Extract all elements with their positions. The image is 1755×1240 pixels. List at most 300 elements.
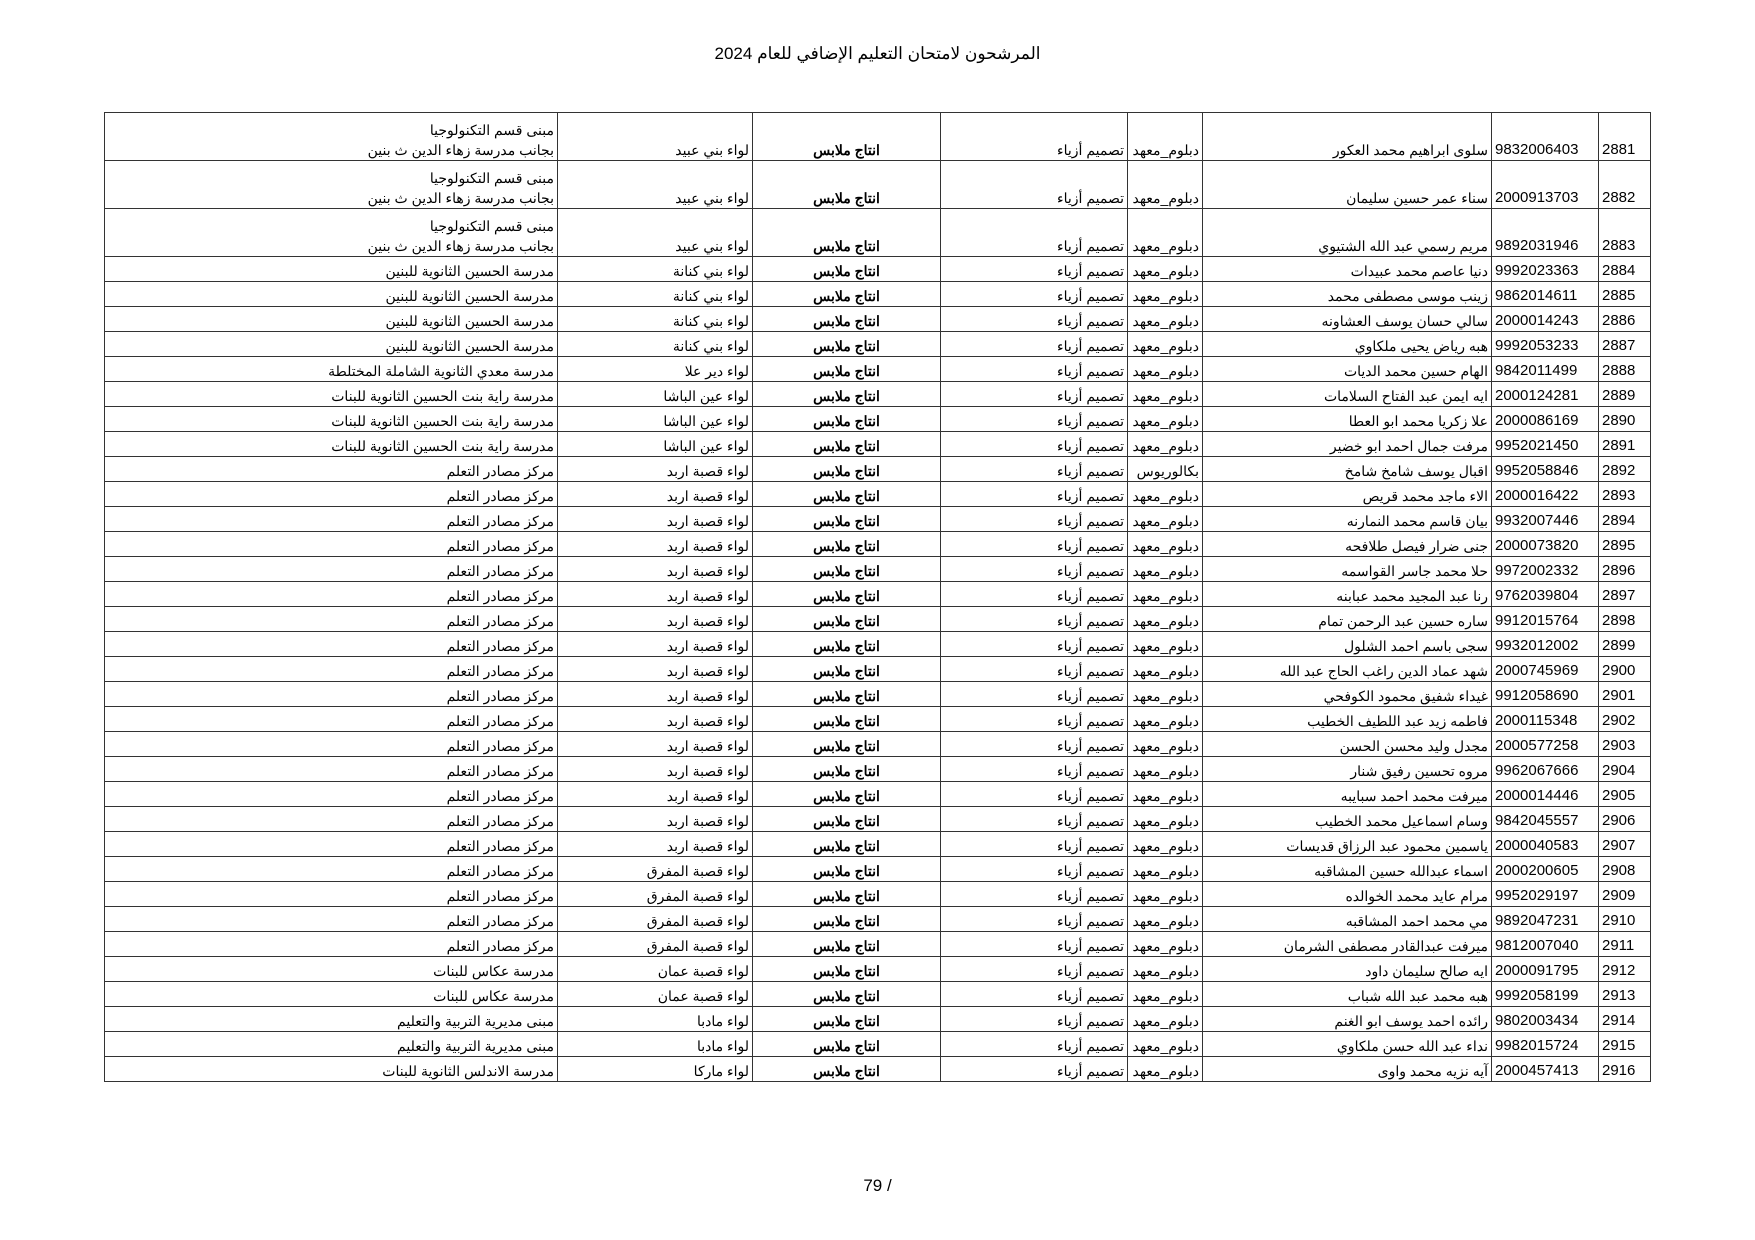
degree-cell: دبلوم_معهد xyxy=(1128,632,1203,657)
degree-cell: دبلوم_معهد xyxy=(1128,257,1203,282)
table-row xyxy=(105,457,1651,482)
name-cell: ايه صالح سليمان داود xyxy=(1203,957,1492,982)
table-row xyxy=(105,882,1651,907)
major-cell: تصميم أزياء xyxy=(941,482,1128,507)
table-row xyxy=(105,1057,1651,1082)
major-cell: تصميم أزياء xyxy=(941,432,1128,457)
seq-cell: 2884 xyxy=(1599,257,1651,282)
national-id-cell: 9842045557 xyxy=(1492,807,1599,832)
name-cell: دنيا عاصم محمد عبيدات xyxy=(1203,257,1492,282)
specialty-cell: انتاج ملابس xyxy=(753,209,941,257)
name-cell: سلوى ابراهيم محمد العكور xyxy=(1203,113,1492,161)
degree-cell: دبلوم_معهد xyxy=(1128,832,1203,857)
specialty-cell: انتاج ملابس xyxy=(753,582,941,607)
exam-center-cell: مبنى مديرية التربية والتعليم xyxy=(105,1007,558,1032)
major-cell: تصميم أزياء xyxy=(941,357,1128,382)
major-cell: تصميم أزياء xyxy=(941,1057,1128,1082)
district-cell: لواء عين الباشا xyxy=(558,382,753,407)
major-cell: تصميم أزياء xyxy=(941,209,1128,257)
major-cell: تصميم أزياء xyxy=(941,982,1128,1007)
major-cell: تصميم أزياء xyxy=(941,332,1128,357)
table-row xyxy=(105,782,1651,807)
exam-center-cell: مركز مصادر التعلم xyxy=(105,757,558,782)
specialty-cell: انتاج ملابس xyxy=(753,957,941,982)
national-id-cell: 2000124281 xyxy=(1492,382,1599,407)
exam-center-cell: مركز مصادر التعلم xyxy=(105,457,558,482)
exam-center-cell: مدرسة راية بنت الحسين الثانوية للبنات xyxy=(105,382,558,407)
name-cell: هبه رياض يحيى ملكاوي xyxy=(1203,332,1492,357)
national-id-cell: 9812007040 xyxy=(1492,932,1599,957)
specialty-cell: انتاج ملابس xyxy=(753,782,941,807)
degree-cell: دبلوم_معهد xyxy=(1128,382,1203,407)
degree-cell: دبلوم_معهد xyxy=(1128,757,1203,782)
exam-center-cell: مبنى مديرية التربية والتعليم xyxy=(105,1032,558,1057)
degree-cell: دبلوم_معهد xyxy=(1128,732,1203,757)
specialty-cell: انتاج ملابس xyxy=(753,907,941,932)
table-row xyxy=(105,682,1651,707)
national-id-cell: 9952021450 xyxy=(1492,432,1599,457)
seq-cell: 2898 xyxy=(1599,607,1651,632)
degree-cell: دبلوم_معهد xyxy=(1128,307,1203,332)
major-cell: تصميم أزياء xyxy=(941,282,1128,307)
exam-center-cell: مركز مصادر التعلم xyxy=(105,657,558,682)
major-cell: تصميم أزياء xyxy=(941,113,1128,161)
major-cell: تصميم أزياء xyxy=(941,1007,1128,1032)
seq-cell: 2889 xyxy=(1599,382,1651,407)
district-cell: لواء بني عبيد xyxy=(558,209,753,257)
national-id-cell: 9982015724 xyxy=(1492,1032,1599,1057)
table-row xyxy=(105,807,1651,832)
degree-cell: دبلوم_معهد xyxy=(1128,209,1203,257)
major-cell: تصميم أزياء xyxy=(941,257,1128,282)
specialty-cell: انتاج ملابس xyxy=(753,357,941,382)
exam-center-cell: مدرسة الحسين الثانوية للبنين xyxy=(105,332,558,357)
national-id-cell: 9912058690 xyxy=(1492,682,1599,707)
degree-cell: دبلوم_معهد xyxy=(1128,932,1203,957)
name-cell: مي محمد احمد المشاقبه xyxy=(1203,907,1492,932)
national-id-cell: 9892047231 xyxy=(1492,907,1599,932)
degree-cell: دبلوم_معهد xyxy=(1128,882,1203,907)
specialty-cell: انتاج ملابس xyxy=(753,1032,941,1057)
degree-cell: دبلوم_معهد xyxy=(1128,357,1203,382)
exam-center-cell: مدرسة الحسين الثانوية للبنين xyxy=(105,282,558,307)
table-row xyxy=(105,282,1651,307)
major-cell: تصميم أزياء xyxy=(941,507,1128,532)
exam-center-cell: مبنى قسم التكنولوجيا بجانب مدرسة زهاء الدين ث بنين xyxy=(105,161,558,209)
name-cell: ساره حسين عبد الرحمن تمام xyxy=(1203,607,1492,632)
national-id-cell: 2000014243 xyxy=(1492,307,1599,332)
exam-center-cell: مركز مصادر التعلم xyxy=(105,732,558,757)
district-cell: لواء قصبة اربد xyxy=(558,532,753,557)
name-cell: علا زكريا محمد ابو العطا xyxy=(1203,407,1492,432)
table-row xyxy=(105,257,1651,282)
name-cell: شهد عماد الدين راغب الحاج عبد الله xyxy=(1203,657,1492,682)
major-cell: تصميم أزياء xyxy=(941,307,1128,332)
specialty-cell: انتاج ملابس xyxy=(753,161,941,209)
degree-cell: دبلوم_معهد xyxy=(1128,682,1203,707)
seq-cell: 2885 xyxy=(1599,282,1651,307)
district-cell: لواء ماركا xyxy=(558,1057,753,1082)
name-cell: مروه تحسين رفيق شنار xyxy=(1203,757,1492,782)
exam-center-cell: مركز مصادر التعلم xyxy=(105,482,558,507)
seq-cell: 2909 xyxy=(1599,882,1651,907)
table-row xyxy=(105,632,1651,657)
major-cell: تصميم أزياء xyxy=(941,657,1128,682)
national-id-cell: 9932012002 xyxy=(1492,632,1599,657)
exam-center-cell: مدرسة الحسين الثانوية للبنين xyxy=(105,257,558,282)
specialty-cell: انتاج ملابس xyxy=(753,532,941,557)
name-cell: وسام اسماعيل محمد الخطيب xyxy=(1203,807,1492,832)
table-row xyxy=(105,307,1651,332)
district-cell: لواء قصبة اربد xyxy=(558,657,753,682)
seq-cell: 2888 xyxy=(1599,357,1651,382)
seq-cell: 2890 xyxy=(1599,407,1651,432)
major-cell: تصميم أزياء xyxy=(941,1032,1128,1057)
name-cell: مريم رسمي عبد الله الشتيوي xyxy=(1203,209,1492,257)
degree-cell: دبلوم_معهد xyxy=(1128,532,1203,557)
exam-center-cell: مدرسة الحسين الثانوية للبنين xyxy=(105,307,558,332)
table-row xyxy=(105,857,1651,882)
table-row xyxy=(105,907,1651,932)
district-cell: لواء قصبة اربد xyxy=(558,682,753,707)
exam-center-cell: مركز مصادر التعلم xyxy=(105,532,558,557)
name-cell: سجى باسم احمد الشلول xyxy=(1203,632,1492,657)
name-cell: سالي حسان يوسف العشاونه xyxy=(1203,307,1492,332)
seq-cell: 2907 xyxy=(1599,832,1651,857)
major-cell: تصميم أزياء xyxy=(941,161,1128,209)
name-cell: هبه محمد عبد الله شباب xyxy=(1203,982,1492,1007)
degree-cell: بكالوريوس xyxy=(1128,457,1203,482)
national-id-cell: 9992053233 xyxy=(1492,332,1599,357)
national-id-cell: 2000745969 xyxy=(1492,657,1599,682)
seq-cell: 2901 xyxy=(1599,682,1651,707)
name-cell: رائده احمد يوسف ابو الغنم xyxy=(1203,1007,1492,1032)
table-row xyxy=(105,1032,1651,1057)
district-cell: لواء قصبة اربد xyxy=(558,507,753,532)
national-id-cell: 2000040583 xyxy=(1492,832,1599,857)
specialty-cell: انتاج ملابس xyxy=(753,657,941,682)
degree-cell: دبلوم_معهد xyxy=(1128,282,1203,307)
candidates-table xyxy=(104,112,1651,1082)
name-cell: الاء ماجد محمد قريص xyxy=(1203,482,1492,507)
degree-cell: دبلوم_معهد xyxy=(1128,407,1203,432)
table-row xyxy=(105,757,1651,782)
district-cell: لواء قصبة المفرق xyxy=(558,907,753,932)
degree-cell: دبلوم_معهد xyxy=(1128,582,1203,607)
name-cell: بيان قاسم محمد النمارنه xyxy=(1203,507,1492,532)
district-cell: لواء مادبا xyxy=(558,1007,753,1032)
district-cell: لواء قصبة اربد xyxy=(558,757,753,782)
district-cell: لواء قصبة عمان xyxy=(558,982,753,1007)
exam-center-cell: مدرسة راية بنت الحسين الثانوية للبنات xyxy=(105,407,558,432)
name-cell: ياسمين محمود عبد الرزاق قديسات xyxy=(1203,832,1492,857)
specialty-cell: انتاج ملابس xyxy=(753,882,941,907)
specialty-cell: انتاج ملابس xyxy=(753,632,941,657)
seq-cell: 2894 xyxy=(1599,507,1651,532)
exam-center-cell: مدرسة عكاس للبنات xyxy=(105,957,558,982)
degree-cell: دبلوم_معهد xyxy=(1128,707,1203,732)
seq-cell: 2883 xyxy=(1599,209,1651,257)
table-body xyxy=(105,113,1651,1082)
district-cell: لواء قصبة اربد xyxy=(558,707,753,732)
national-id-cell: 9862014611 xyxy=(1492,282,1599,307)
table-row xyxy=(105,407,1651,432)
major-cell: تصميم أزياء xyxy=(941,407,1128,432)
national-id-cell: 9802003434 xyxy=(1492,1007,1599,1032)
major-cell: تصميم أزياء xyxy=(941,382,1128,407)
table-row xyxy=(105,607,1651,632)
seq-cell: 2903 xyxy=(1599,732,1651,757)
table-row xyxy=(105,507,1651,532)
degree-cell: دبلوم_معهد xyxy=(1128,332,1203,357)
major-cell: تصميم أزياء xyxy=(941,782,1128,807)
specialty-cell: انتاج ملابس xyxy=(753,832,941,857)
table-row xyxy=(105,532,1651,557)
table-row xyxy=(105,982,1651,1007)
national-id-cell: 2000091795 xyxy=(1492,957,1599,982)
district-cell: لواء قصبة اربد xyxy=(558,482,753,507)
district-cell: لواء قصبة اربد xyxy=(558,582,753,607)
exam-center-cell: مبنى قسم التكنولوجيا بجانب مدرسة زهاء الدين ث بنين xyxy=(105,113,558,161)
national-id-cell: 2000086169 xyxy=(1492,407,1599,432)
table-row xyxy=(105,657,1651,682)
national-id-cell: 9952029197 xyxy=(1492,882,1599,907)
specialty-cell: انتاج ملابس xyxy=(753,682,941,707)
seq-cell: 2886 xyxy=(1599,307,1651,332)
seq-cell: 2915 xyxy=(1599,1032,1651,1057)
seq-cell: 2911 xyxy=(1599,932,1651,957)
name-cell: نداء عبد الله حسن ملكاوي xyxy=(1203,1032,1492,1057)
seq-cell: 2916 xyxy=(1599,1057,1651,1082)
seq-cell: 2906 xyxy=(1599,807,1651,832)
specialty-cell: انتاج ملابس xyxy=(753,457,941,482)
exam-center-cell: مركز مصادر التعلم xyxy=(105,932,558,957)
degree-cell: دبلوم_معهد xyxy=(1128,557,1203,582)
degree-cell: دبلوم_معهد xyxy=(1128,607,1203,632)
seq-cell: 2881 xyxy=(1599,113,1651,161)
district-cell: لواء قصبة عمان xyxy=(558,957,753,982)
district-cell: لواء قصبة اربد xyxy=(558,632,753,657)
seq-cell: 2891 xyxy=(1599,432,1651,457)
exam-center-cell: مركز مصادر التعلم xyxy=(105,832,558,857)
specialty-cell: انتاج ملابس xyxy=(753,332,941,357)
exam-center-cell: مدرسة عكاس للبنات xyxy=(105,982,558,1007)
district-cell: لواء عين الباشا xyxy=(558,407,753,432)
exam-center-cell: مدرسة معدي الثانوية الشاملة المختلطة xyxy=(105,357,558,382)
district-cell: لواء بني كنانة xyxy=(558,257,753,282)
major-cell: تصميم أزياء xyxy=(941,857,1128,882)
major-cell: تصميم أزياء xyxy=(941,957,1128,982)
specialty-cell: انتاج ملابس xyxy=(753,557,941,582)
degree-cell: دبلوم_معهد xyxy=(1128,161,1203,209)
name-cell: سناء عمر حسين سليمان xyxy=(1203,161,1492,209)
district-cell: لواء بني كنانة xyxy=(558,332,753,357)
national-id-cell: 2000014446 xyxy=(1492,782,1599,807)
district-cell: لواء قصبة اربد xyxy=(558,607,753,632)
major-cell: تصميم أزياء xyxy=(941,632,1128,657)
national-id-cell: 2000457413 xyxy=(1492,1057,1599,1082)
specialty-cell: انتاج ملابس xyxy=(753,757,941,782)
national-id-cell: 9962067666 xyxy=(1492,757,1599,782)
district-cell: لواء عين الباشا xyxy=(558,432,753,457)
seq-cell: 2897 xyxy=(1599,582,1651,607)
degree-cell: دبلوم_معهد xyxy=(1128,1032,1203,1057)
major-cell: تصميم أزياء xyxy=(941,607,1128,632)
degree-cell: دبلوم_معهد xyxy=(1128,657,1203,682)
degree-cell: دبلوم_معهد xyxy=(1128,432,1203,457)
name-cell: مرفت جمال احمد ابو خضير xyxy=(1203,432,1492,457)
name-cell: جنى ضرار فيصل طلافحه xyxy=(1203,532,1492,557)
name-cell: آيه نزيه محمد واوى xyxy=(1203,1057,1492,1082)
district-cell: لواء قصبة المفرق xyxy=(558,882,753,907)
seq-cell: 2899 xyxy=(1599,632,1651,657)
national-id-cell: 9992058199 xyxy=(1492,982,1599,1007)
seq-cell: 2896 xyxy=(1599,557,1651,582)
national-id-cell: 2000913703 xyxy=(1492,161,1599,209)
national-id-cell: 9842011499 xyxy=(1492,357,1599,382)
district-cell: لواء بني عبيد xyxy=(558,113,753,161)
degree-cell: دبلوم_معهد xyxy=(1128,857,1203,882)
seq-cell: 2892 xyxy=(1599,457,1651,482)
table-row xyxy=(105,382,1651,407)
name-cell: رنا عبد المجيد محمد عبابنه xyxy=(1203,582,1492,607)
degree-cell: دبلوم_معهد xyxy=(1128,807,1203,832)
name-cell: حلا محمد جاسر القواسمه xyxy=(1203,557,1492,582)
name-cell: ايه ايمن عبد الفتاح السلامات xyxy=(1203,382,1492,407)
name-cell: ميرفت محمد احمد سبايبه xyxy=(1203,782,1492,807)
specialty-cell: انتاج ملابس xyxy=(753,1007,941,1032)
district-cell: لواء قصبة اربد xyxy=(558,732,753,757)
exam-center-cell: مركز مصادر التعلم xyxy=(105,807,558,832)
table-row xyxy=(105,209,1651,257)
name-cell: الهام حسين محمد الديات xyxy=(1203,357,1492,382)
table-row xyxy=(105,482,1651,507)
seq-cell: 2887 xyxy=(1599,332,1651,357)
page-number: 79 / xyxy=(863,1176,892,1195)
national-id-cell: 9832006403 xyxy=(1492,113,1599,161)
seq-cell: 2904 xyxy=(1599,757,1651,782)
exam-center-cell: مركز مصادر التعلم xyxy=(105,582,558,607)
table-row xyxy=(105,113,1651,161)
degree-cell: دبلوم_معهد xyxy=(1128,957,1203,982)
specialty-cell: انتاج ملابس xyxy=(753,307,941,332)
national-id-cell: 9952058846 xyxy=(1492,457,1599,482)
table-row xyxy=(105,357,1651,382)
specialty-cell: انتاج ملابس xyxy=(753,707,941,732)
degree-cell: دبلوم_معهد xyxy=(1128,113,1203,161)
name-cell: فاطمه زيد عبد اللطيف الخطيب xyxy=(1203,707,1492,732)
exam-center-cell: مركز مصادر التعلم xyxy=(105,857,558,882)
specialty-cell: انتاج ملابس xyxy=(753,282,941,307)
table-row xyxy=(105,432,1651,457)
table-row xyxy=(105,732,1651,757)
major-cell: تصميم أزياء xyxy=(941,582,1128,607)
major-cell: تصميم أزياء xyxy=(941,907,1128,932)
seq-cell: 2905 xyxy=(1599,782,1651,807)
specialty-cell: انتاج ملابس xyxy=(753,407,941,432)
name-cell: غيداء شفيق محمود الكوفحي xyxy=(1203,682,1492,707)
specialty-cell: انتاج ملابس xyxy=(753,607,941,632)
major-cell: تصميم أزياء xyxy=(941,457,1128,482)
district-cell: لواء بني عبيد xyxy=(558,161,753,209)
seq-cell: 2910 xyxy=(1599,907,1651,932)
national-id-cell: 9762039804 xyxy=(1492,582,1599,607)
degree-cell: دبلوم_معهد xyxy=(1128,782,1203,807)
specialty-cell: انتاج ملابس xyxy=(753,482,941,507)
exam-center-cell: مركز مصادر التعلم xyxy=(105,632,558,657)
name-cell: مجدل وليد محسن الحسن xyxy=(1203,732,1492,757)
specialty-cell: انتاج ملابس xyxy=(753,857,941,882)
degree-cell: دبلوم_معهد xyxy=(1128,1057,1203,1082)
specialty-cell: انتاج ملابس xyxy=(753,807,941,832)
seq-cell: 2913 xyxy=(1599,982,1651,1007)
district-cell: لواء قصبة اربد xyxy=(558,832,753,857)
exam-center-cell: مركز مصادر التعلم xyxy=(105,907,558,932)
district-cell: لواء قصبة اربد xyxy=(558,807,753,832)
document-title: المرشحون لامتحان التعليم الإضافي للعام 2024 xyxy=(714,44,1041,63)
major-cell: تصميم أزياء xyxy=(941,882,1128,907)
seq-cell: 2912 xyxy=(1599,957,1651,982)
exam-center-cell: مركز مصادر التعلم xyxy=(105,882,558,907)
table-row xyxy=(105,957,1651,982)
table-row xyxy=(105,332,1651,357)
degree-cell: دبلوم_معهد xyxy=(1128,482,1203,507)
national-id-cell: 9892031946 xyxy=(1492,209,1599,257)
exam-center-cell: مركز مصادر التعلم xyxy=(105,682,558,707)
name-cell: ميرفت عبدالقادر مصطفى الشرمان xyxy=(1203,932,1492,957)
district-cell: لواء قصبة المفرق xyxy=(558,857,753,882)
national-id-cell: 9932007446 xyxy=(1492,507,1599,532)
district-cell: لواء مادبا xyxy=(558,1032,753,1057)
exam-center-cell: مركز مصادر التعلم xyxy=(105,707,558,732)
exam-center-cell: مبنى قسم التكنولوجيا بجانب مدرسة زهاء الدين ث بنين xyxy=(105,209,558,257)
name-cell: مرام عايد محمد الخوالده xyxy=(1203,882,1492,907)
major-cell: تصميم أزياء xyxy=(941,532,1128,557)
major-cell: تصميم أزياء xyxy=(941,832,1128,857)
major-cell: تصميم أزياء xyxy=(941,707,1128,732)
exam-center-cell: مركز مصادر التعلم xyxy=(105,507,558,532)
table-row xyxy=(105,932,1651,957)
national-id-cell: 2000016422 xyxy=(1492,482,1599,507)
national-id-cell: 2000073820 xyxy=(1492,532,1599,557)
exam-center-cell: مركز مصادر التعلم xyxy=(105,782,558,807)
specialty-cell: انتاج ملابس xyxy=(753,432,941,457)
table-row xyxy=(105,707,1651,732)
major-cell: تصميم أزياء xyxy=(941,682,1128,707)
exam-center-cell: مدرسة الاندلس الثانوية للبنات xyxy=(105,1057,558,1082)
major-cell: تصميم أزياء xyxy=(941,557,1128,582)
district-cell: لواء قصبة المفرق xyxy=(558,932,753,957)
seq-cell: 2895 xyxy=(1599,532,1651,557)
degree-cell: دبلوم_معهد xyxy=(1128,1007,1203,1032)
exam-center-cell: مركز مصادر التعلم xyxy=(105,607,558,632)
national-id-cell: 2000115348 xyxy=(1492,707,1599,732)
name-cell: زينب موسى مصطفى محمد xyxy=(1203,282,1492,307)
degree-cell: دبلوم_معهد xyxy=(1128,982,1203,1007)
district-cell: لواء قصبة اربد xyxy=(558,457,753,482)
exam-center-cell: مدرسة راية بنت الحسين الثانوية للبنات xyxy=(105,432,558,457)
specialty-cell: انتاج ملابس xyxy=(753,932,941,957)
specialty-cell: انتاج ملابس xyxy=(753,982,941,1007)
specialty-cell: انتاج ملابس xyxy=(753,1057,941,1082)
seq-cell: 2893 xyxy=(1599,482,1651,507)
major-cell: تصميم أزياء xyxy=(941,932,1128,957)
table-row xyxy=(105,1007,1651,1032)
major-cell: تصميم أزياء xyxy=(941,807,1128,832)
table-row xyxy=(105,161,1651,209)
specialty-cell: انتاج ملابس xyxy=(753,507,941,532)
table-row xyxy=(105,557,1651,582)
